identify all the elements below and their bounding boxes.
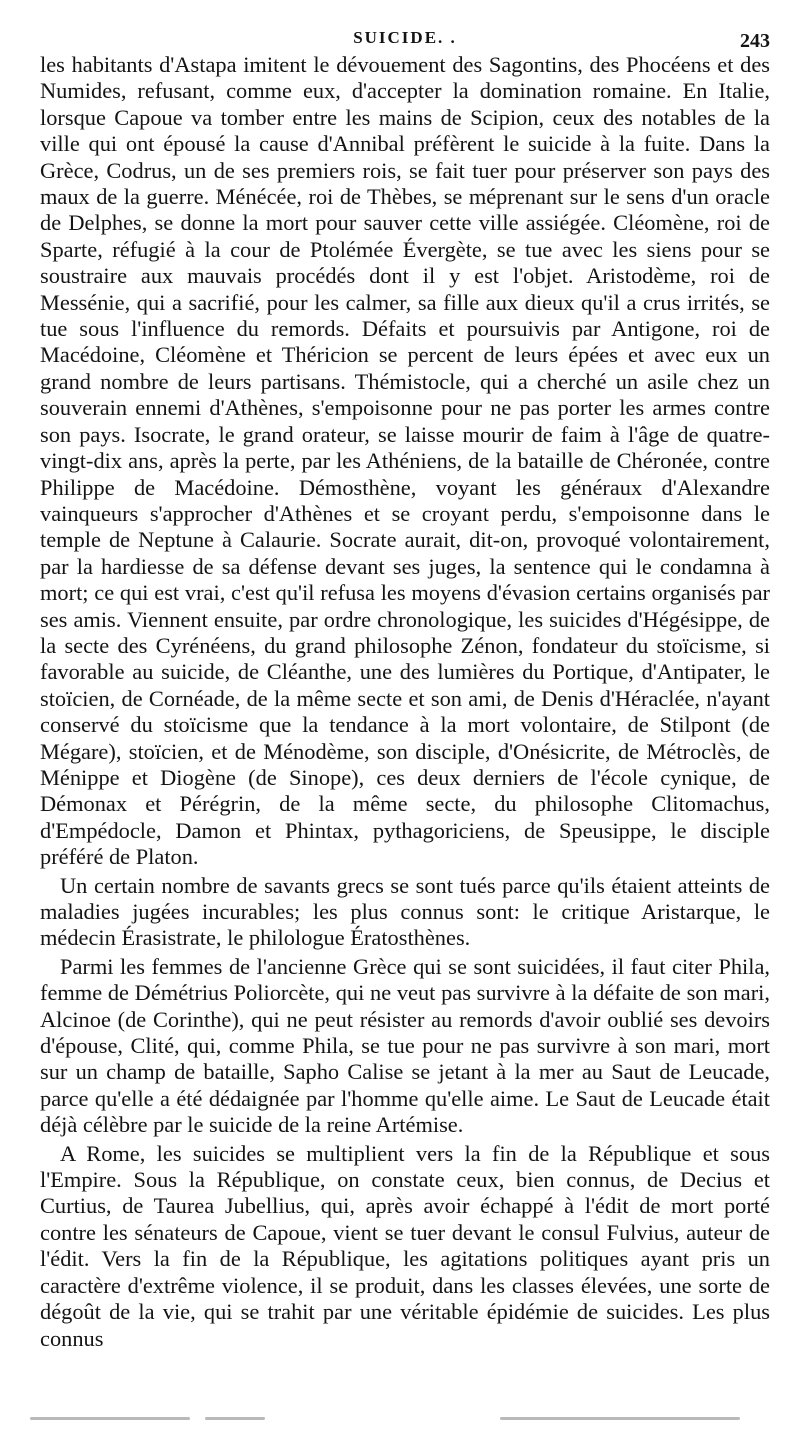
- body-text: [40, 52, 770, 1352]
- paragraph-femmes: Parmi les femmes de l'ancienne Grèce qui se sont suicidées, il faut citer Phila, femme de Démétrius Poliorcète, qui ne veut pas survivre à la défaite de son mari, Alcinoe (de Corinthe), qui ne peut résister au remords d'avoir oublié ses devoirs d'épouse, Clité, qui, comme Phila, se tue pour ne pas survivre à son mari, mort sur un champ de bataille, Sapho Calise se jetant à la mer au Saut de Leucade, parce qu'elle a été dédaignée par l'homme qu'elle aime. Le Saut de Leucade était déjà célèbre par le suicide de la reine Artémise.: [40, 953, 770, 1138]
- running-head: SUICIDE. .: [353, 28, 457, 47]
- bottom-scan-smudge: [30, 1413, 770, 1423]
- page-number: 243: [740, 30, 770, 52]
- paragraph-rome: A Rome, les suicides se multiplient vers la fin de la République et sous l'Empire. Sous la République, on constate ceux, bien connus, de Decius et Curtius, de Taurea Jubellius, qui, après avoir échappé à l'édit de mort porté contre les sénateurs de Capoue, vient se tuer devant le consul Fulvius, auteur de l'édit. Vers la fin de la République, les agitations politiques ayant pris un caractère d'extrême violence, il se produit, dans les classes élevées, une sorte de dégoût de la vie, qui se trahit par une véritable épidémie de suicides. Les plus connus: [40, 1140, 770, 1351]
- paragraph-savants: Un certain nombre de savants grecs se sont tués parce qu'ils étaient atteints de maladies jugées incurables; les plus connus sont: le critique Aristarque, le médecin Érasistrate, le philologue Ératosthènes.: [40, 872, 770, 951]
- paragraph-continuation: les habitants d'Astapa imitent le dévouement des Sagontins, des Phocéens et des Numides, refusant, comme eux, d'accepter la domination romaine. En Italie, lorsque Capoue va tomber entre les mains de Scipion, ceux des notables de la ville qui ont épousé la cause d'Annibal préfèrent le suicide à la fuite. Dans la Grèce, Codrus, un de ses premiers rois, se fait tuer pour préserver son pays des maux de la guerre. Ménécée, roi de Thèbes, se méprenant sur le sens d'un oracle de Delphes, se donne la mort pour sauver cette ville assiégée. Cléomène, roi de Sparte, réfugié à la cour de Ptolémée Évergète, se tue avec les siens pour se soustraire aux mauvais procédés dont il y est l'objet. Aristodème, roi de Messénie, qui a sacrifié, pour les calmer, sa fille aux dieux qu'il a crus irrités, se tue sous l'influence du remords. Défaits et poursuivis par Antigone, roi de Macédoine, Cléomène et Théricion se percent de leurs épées et avec eux un grand nombre de leurs partisans. Thémistocle, qui a cherché un asile chez un souverain ennemi d'Athènes, s'empoisonne pour ne pas porter les armes contre son pays. Isocrate, le grand orateur, se laisse mourir de faim à l'âge de quatre-vingt-dix ans, après la perte, par les Athéniens, de la bataille de Chéronée, contre Philippe de Macédoine. Démosthène, voyant les généraux d'Alexandre vainqueurs s'approcher d'Athènes et se croyant perdu, s'empoisonne dans le temple de Neptune à Calaurie. Socrate aurait, dit-on, provoqué volontairement, par la hardiesse de sa défense devant ses juges, la sentence qui le condamna à mort; ce qui est vrai, c'est qu'il refusa les moyens d'évasion certains organisés par ses amis. Viennent ensuite, par ordre chronologique, les suicides d'Hégésippe, de la secte des Cyrénéens, du grand philosophe Zénon, fondateur du stoïcisme, si favorable au suicide, de Cléanthe, une des lumières du Portique, d'Antipater, le stoïcien, de Cornéade, de la même secte et son ami, de Denis d'Héraclée, n'ayant conservé du stoïcisme que la tendance à la mort volontaire, de Stilpont (de Mégare), stoïcien, et de Ménodème, son disciple, d'Onésicrite, de Métroclès, de Ménippe et Diogène (de Sinope), ces deux derniers de l'école cynique, de Démonax et Pérégrin, de la même secte, du philosophe Clitomachus, d'Empédocle, Damon et Phintax, pythagoriciens, de Speusippe, le disciple préféré de Platon.: [40, 52, 770, 870]
